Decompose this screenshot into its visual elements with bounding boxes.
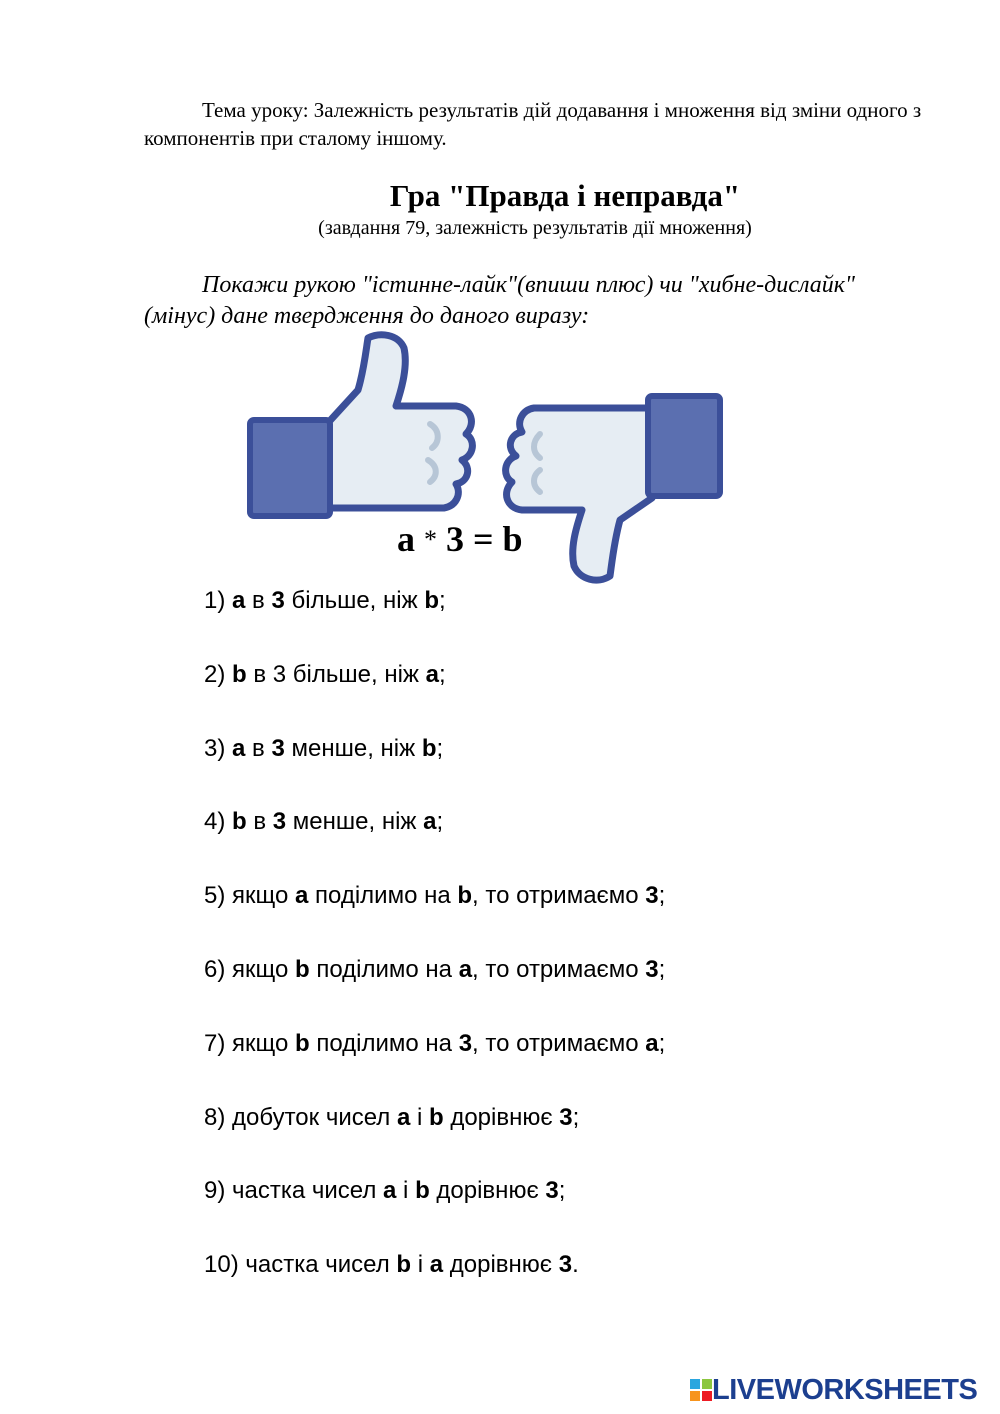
statement-part: 10) частка чисел: [204, 1251, 397, 1279]
statement-part: 2): [204, 660, 233, 688]
thumbs-up-icon: [250, 335, 472, 516]
statement-bold-part: a: [295, 882, 309, 910]
statement-item: [204, 1030, 665, 1058]
equation-number: 3: [446, 519, 464, 559]
statement-part: більше, ніж: [284, 587, 425, 614]
statement-part: дорівнює: [443, 1103, 560, 1131]
statement-part: менше, ніж: [286, 808, 424, 836]
game-subtitle: (завдання 79, залежність результатів дії множення): [318, 217, 752, 239]
statement-bold-part: 3: [545, 1177, 559, 1205]
statement-part: ;: [438, 660, 446, 688]
statement-part: і: [396, 1177, 416, 1205]
statement-item: [204, 1104, 579, 1132]
liveworksheets-logo-icon: [690, 1379, 712, 1401]
statement-bold-part: a: [232, 734, 246, 762]
statement-part: 9) частка чисел: [204, 1177, 384, 1205]
statement-bold-part: 3: [558, 1251, 573, 1279]
statement-item: [204, 956, 665, 984]
statement-part: і: [410, 1103, 429, 1131]
liveworksheets-logo: [690, 1374, 977, 1406]
statement-part: ;: [658, 956, 666, 983]
statement-bold-part: 3: [272, 808, 287, 836]
statement-part: дорівнює: [443, 1251, 559, 1279]
statement-bold-part: 3: [559, 1103, 573, 1131]
statement-bold-part: b: [424, 587, 439, 614]
thumbs-down-icon: [506, 396, 720, 580]
statement-bold-part: a: [232, 587, 246, 614]
statement-part: в: [246, 808, 273, 836]
statement-part: поділимо на: [309, 956, 459, 983]
statement-part: в: [245, 734, 272, 762]
statement-part: , то отримаємо: [472, 882, 646, 910]
equation-a: a: [397, 519, 415, 559]
statement-bold-part: 3: [645, 956, 659, 983]
statement-part: 3): [204, 734, 233, 762]
statement-bold-part: a: [423, 808, 437, 836]
statement-bold-part: a: [425, 660, 439, 688]
statement-bold-part: b: [295, 956, 310, 983]
statement-part: поділимо на: [308, 882, 458, 910]
statement-item: [204, 1177, 565, 1205]
statement-bold-part: b: [295, 1029, 310, 1057]
statement-part: 7) якщо: [204, 1029, 295, 1057]
equation-b: b: [502, 519, 523, 559]
statement-part: ;: [439, 587, 446, 614]
statement-part: в: [245, 587, 272, 614]
statement-item: [204, 735, 443, 763]
statement-part: .: [572, 1251, 579, 1279]
statement-item: [204, 882, 665, 910]
statement-part: , то отримаємо: [472, 956, 646, 983]
statement-bold-part: 3: [458, 1029, 473, 1057]
statement-bold-part: a: [458, 956, 473, 983]
statement-part: ;: [558, 1177, 566, 1205]
statement-part: дорівнює: [429, 1177, 546, 1205]
statement-bold-part: b: [396, 1251, 412, 1279]
statement-part: 4): [204, 808, 233, 836]
statement-item: [204, 808, 443, 836]
equation-equals: =: [473, 519, 494, 559]
statement-bold-part: b: [457, 882, 473, 910]
statement-bold-part: a: [383, 1177, 397, 1205]
statement-part: ;: [658, 1029, 666, 1057]
statement-bold-part: b: [421, 734, 437, 762]
statement-part: 1): [204, 587, 233, 614]
statement-part: ;: [658, 882, 666, 910]
statement-part: ;: [436, 808, 444, 836]
lesson-topic: Тема уроку: Залежність результатів дій додавання і множення від зміни одного з компонентів при сталому іншому.: [144, 98, 922, 150]
statement-bold-part: 3: [271, 734, 285, 762]
statement-item: [204, 661, 446, 689]
statement-part: , то отримаємо: [472, 1029, 646, 1057]
statement-bold-part: b: [415, 1177, 430, 1205]
statement-bold-part: b: [232, 808, 247, 836]
statement-bold-part: b: [232, 660, 247, 688]
statement-bold-part: 3: [645, 882, 659, 910]
instruction-text: Покажи рукою "істинне-лайк"(впиши плюс) чи "хибне-дислайк"(мінус) дане твердження до даного виразу:: [144, 272, 856, 329]
statement-item: [204, 587, 446, 615]
statement-part: 5) якщо: [204, 882, 295, 910]
statement-part: і: [411, 1251, 430, 1279]
equation-operator: *: [424, 525, 437, 554]
statement-bold-part: b: [428, 1103, 444, 1131]
statement-part: менше, ніж: [284, 734, 422, 762]
statement-part: в 3 більше, ніж: [246, 660, 426, 688]
equation: [397, 518, 523, 560]
liveworksheets-logo-text: LIVEWORKSHEETS: [712, 1373, 978, 1406]
statement-part: 6) якщо: [204, 956, 295, 983]
statement-part: ;: [436, 734, 444, 762]
statement-bold-part: 3: [271, 587, 285, 614]
statement-part: поділимо на: [309, 1029, 459, 1057]
statement-bold-part: a: [429, 1251, 444, 1279]
game-title: Гра "Правда і неправда": [389, 178, 741, 213]
statement-bold-part: a: [645, 1029, 659, 1057]
statement-item: [204, 1251, 579, 1279]
statement-part: ;: [572, 1103, 580, 1131]
statement-part: 8) добуток чисел: [204, 1103, 397, 1131]
statement-bold-part: a: [396, 1103, 411, 1131]
